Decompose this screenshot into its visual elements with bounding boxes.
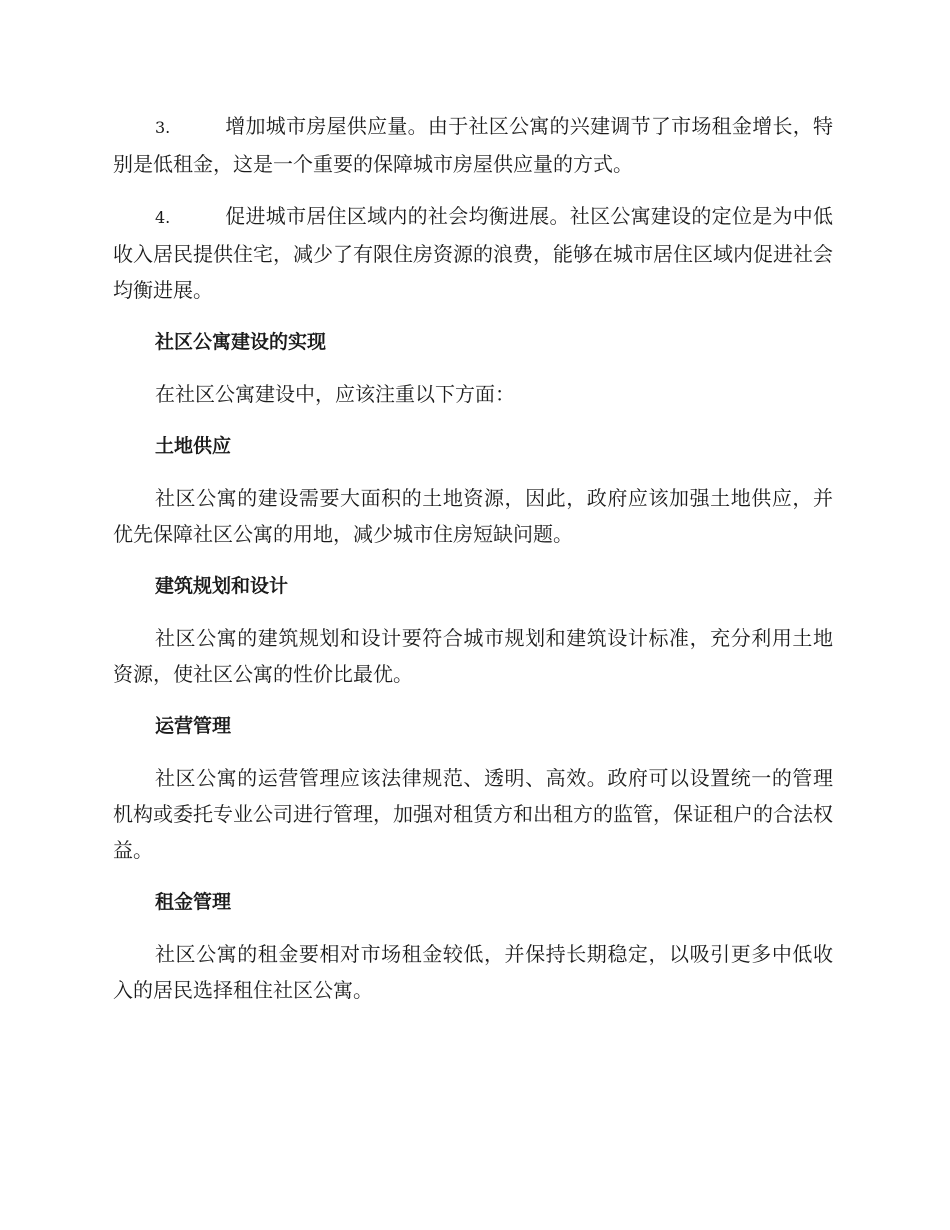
list-item-3 bbox=[113, 108, 833, 182]
subsection-body-operation: 社区公寓的运营管理应该法律规范、透明、高效。政府可以设置统一的管理机构或委托专业公司进行管理，加强对租赁方和出租方的监管，保证租户的合法权益。 bbox=[113, 766, 833, 862]
section-intro: 在社区公寓建设中，应该注重以下方面： bbox=[155, 382, 515, 406]
subsection-body-rent: 社区公寓的租金要相对市场租金较低，并保持长期稳定，以吸引更多中低收入的居民选择租住社区公寓。 bbox=[113, 942, 833, 1002]
list-number: 4. bbox=[155, 208, 171, 227]
document-page bbox=[113, 108, 833, 1024]
subsection-body-design: 社区公寓的建筑规划和设计要符合城市规划和建筑设计标准，充分利用土地资源，使社区公寓的性价比最优。 bbox=[113, 626, 833, 686]
subsection-body-land: 社区公寓的建设需要大面积的土地资源，因此，政府应该加强土地供应，并优先保障社区公寓的用地，减少城市住房短缺问题。 bbox=[113, 486, 833, 546]
subsection-heading-design: 建筑规划和设计 bbox=[155, 575, 289, 597]
subsection-heading-operation: 运营管理 bbox=[155, 715, 232, 737]
section-heading: 社区公寓建设的实现 bbox=[155, 331, 327, 353]
subsection-heading-rent: 租金管理 bbox=[155, 891, 232, 913]
list-number: 3. bbox=[155, 118, 171, 137]
list-item-4 bbox=[113, 198, 833, 308]
subsection-heading-land: 土地供应 bbox=[155, 435, 232, 457]
list-item-text: 增加城市房屋供应量。由于社区公寓的兴建调节了市场租金增长，特别是低租金，这是一个重要的保障城市房屋供应量的方式。 bbox=[113, 114, 833, 176]
list-item-text: 促进城市居住区域内的社会均衡进展。社区公寓建设的定位是为中低收入居民提供住宅，减少了有限住房资源的浪费，能够在城市居住区域内促进社会均衡进展。 bbox=[113, 204, 833, 302]
